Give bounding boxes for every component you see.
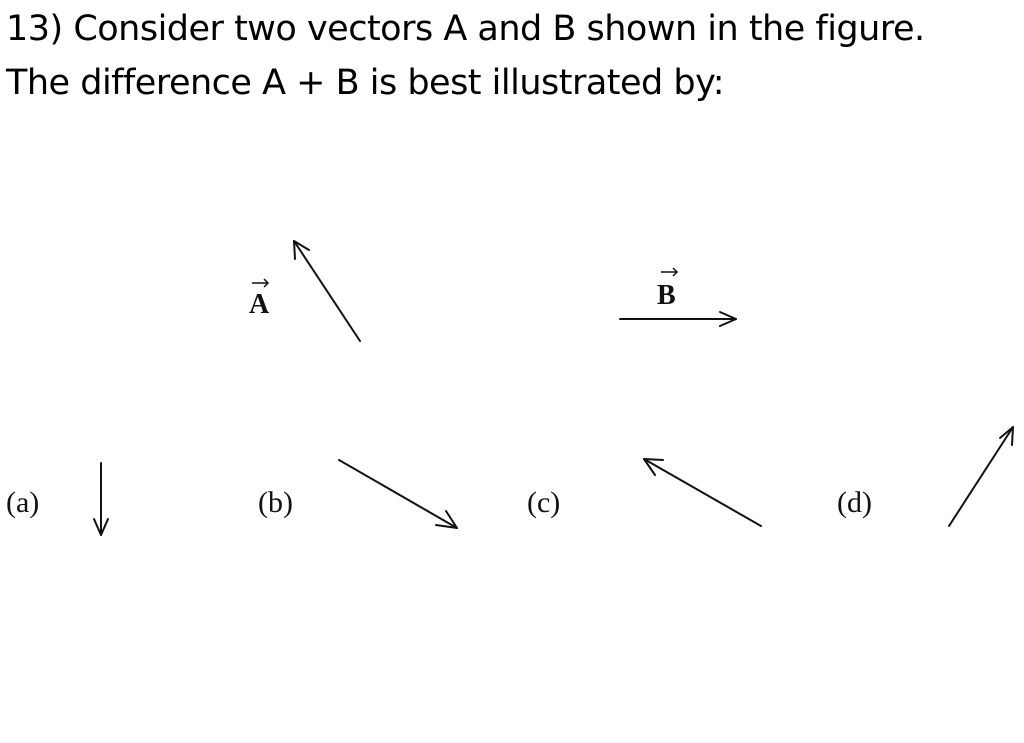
vector-a-arrow-over-icon bbox=[252, 279, 268, 287]
option-d-label: (d) bbox=[837, 486, 872, 519]
question-line-2: The difference A + B is best illustrated by: bbox=[6, 63, 725, 103]
question-line-1: 13) Consider two vectors A and B shown in the figure. bbox=[6, 9, 925, 49]
option-a-label: (a) bbox=[6, 486, 40, 519]
option-c-label: (c) bbox=[527, 486, 561, 519]
vector-a bbox=[294, 241, 360, 341]
vector-b-label: B bbox=[657, 280, 676, 311]
vector-a-label: A bbox=[249, 289, 270, 320]
vector-b-arrow-over-icon bbox=[661, 268, 677, 276]
option-c-arrow bbox=[644, 459, 761, 526]
vector-a-label-group bbox=[249, 279, 270, 320]
option-a-arrow bbox=[94, 463, 108, 535]
option-d-arrow bbox=[949, 427, 1013, 526]
vector-b-label-group bbox=[657, 268, 677, 311]
option-b-label: (b) bbox=[258, 486, 293, 519]
vector-b bbox=[620, 312, 736, 326]
option-b-arrow bbox=[339, 460, 457, 528]
